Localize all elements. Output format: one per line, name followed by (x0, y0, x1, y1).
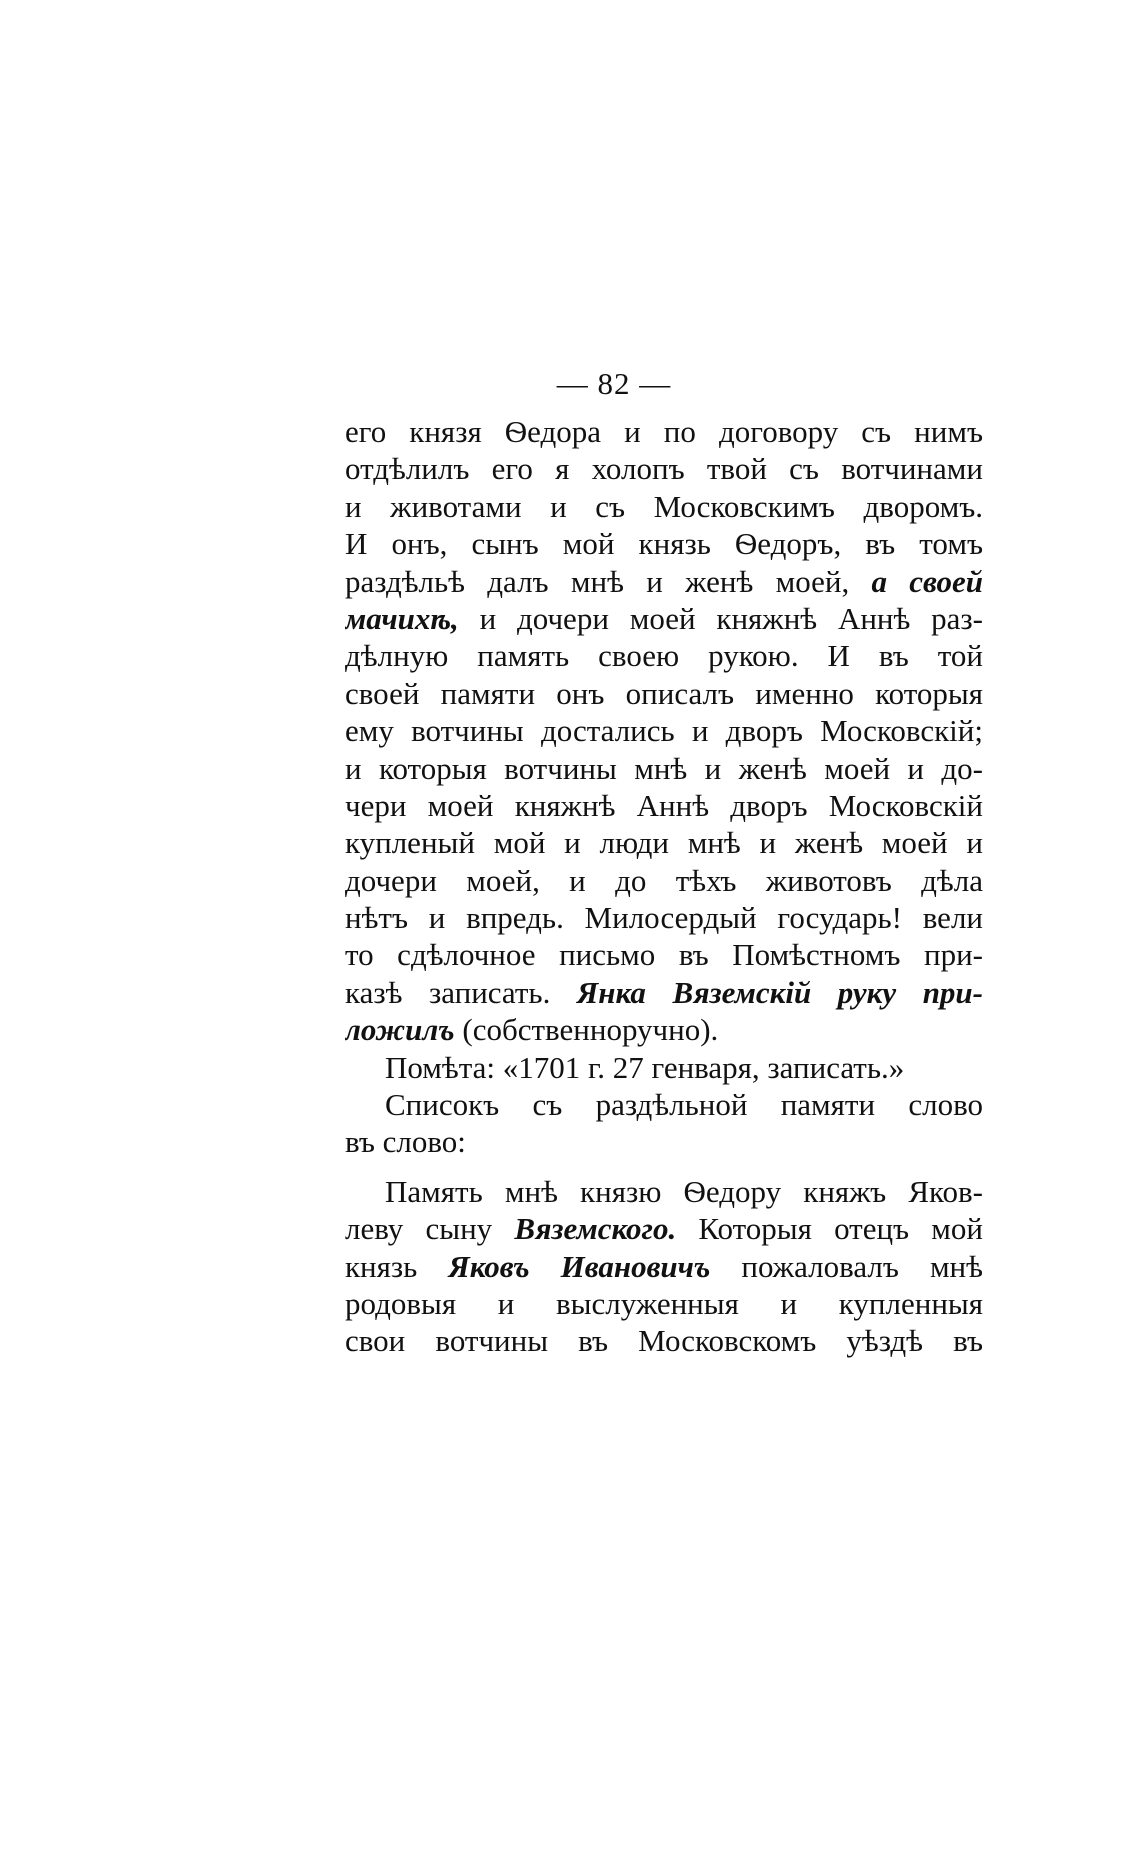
italic-phrase: Яковъ Ивановичъ (448, 1248, 711, 1284)
text-line: купленый мой и люди мнѣ и женѣ моей и (345, 825, 983, 861)
text-line: князь Яковъ Ивановичъ пожаловалъ мнѣ (345, 1248, 983, 1284)
text-line: дочери моей, и до тѣхъ животовъ дѣла (345, 862, 983, 898)
text-line: то сдѣлочное письмо въ Помѣстномъ при- (345, 937, 983, 973)
paragraph (345, 1086, 983, 1161)
text-line: ему вотчины достались и дворъ Московскій; (345, 713, 983, 749)
text-line: леву сыну Вяземского. Которыя отецъ мой (345, 1211, 983, 1247)
italic-phrase: Янка Вяземскій руку при- (576, 974, 983, 1010)
text-line: свои вотчины въ Московскомъ уѣздѣ въ (345, 1323, 983, 1359)
text-line: родовыя и выслуженныя и купленныя (345, 1285, 983, 1321)
italic-phrase: ложилъ (345, 1012, 455, 1048)
text-line: Помѣта: «1701 г. 27 генваря, записать.» (385, 1049, 905, 1085)
text-line: и животами и съ Московскимъ дворомъ. (345, 488, 983, 524)
text-line: Память мнѣ князю Ѳедору княжъ Яков- (385, 1173, 983, 1209)
paragraph (345, 1173, 983, 1360)
text-line: мачихѣ, и дочери моей княжнѣ Аннѣ раз- (345, 600, 983, 636)
text-line: его князя Ѳедора и по договору съ нимъ (345, 414, 983, 449)
text-line: отдѣлилъ его я холопъ твой съ вотчинами (345, 451, 983, 487)
text-line: своей памяти онъ описалъ именно которыя (345, 675, 983, 711)
text-line: Списокъ съ раздѣльной памяти слово (385, 1087, 983, 1123)
page-number: — 82 — (556, 366, 672, 401)
italic-phrase: Вяземского. (514, 1211, 677, 1247)
text-line: и которыя вотчины мнѣ и женѣ моей и до- (345, 750, 983, 786)
text-line: чери моей княжнѣ Аннѣ дворъ Московскій (345, 787, 983, 823)
body-text (345, 413, 983, 1360)
paragraph (345, 413, 983, 1049)
italic-phrase: а своей (871, 563, 983, 599)
paragraph (345, 1049, 983, 1086)
text-line: казѣ записать. Янка Вяземскій руку при- (345, 974, 983, 1010)
italic-phrase: мачихѣ, (345, 600, 459, 636)
text-line: ложилъ (собственноручно). (345, 1012, 719, 1048)
text-line: въ слово: (345, 1124, 466, 1160)
text-line: раздѣльѣ далъ мнѣ и женѣ моей, а своей (345, 563, 983, 599)
text-line: нѣтъ и впредь. Милосердый государь! вели (345, 900, 983, 936)
text-line: И онъ, сынъ мой князь Ѳедоръ, въ томъ (345, 526, 983, 562)
text-line: дѣлную память своею рукою. И въ той (345, 638, 983, 674)
